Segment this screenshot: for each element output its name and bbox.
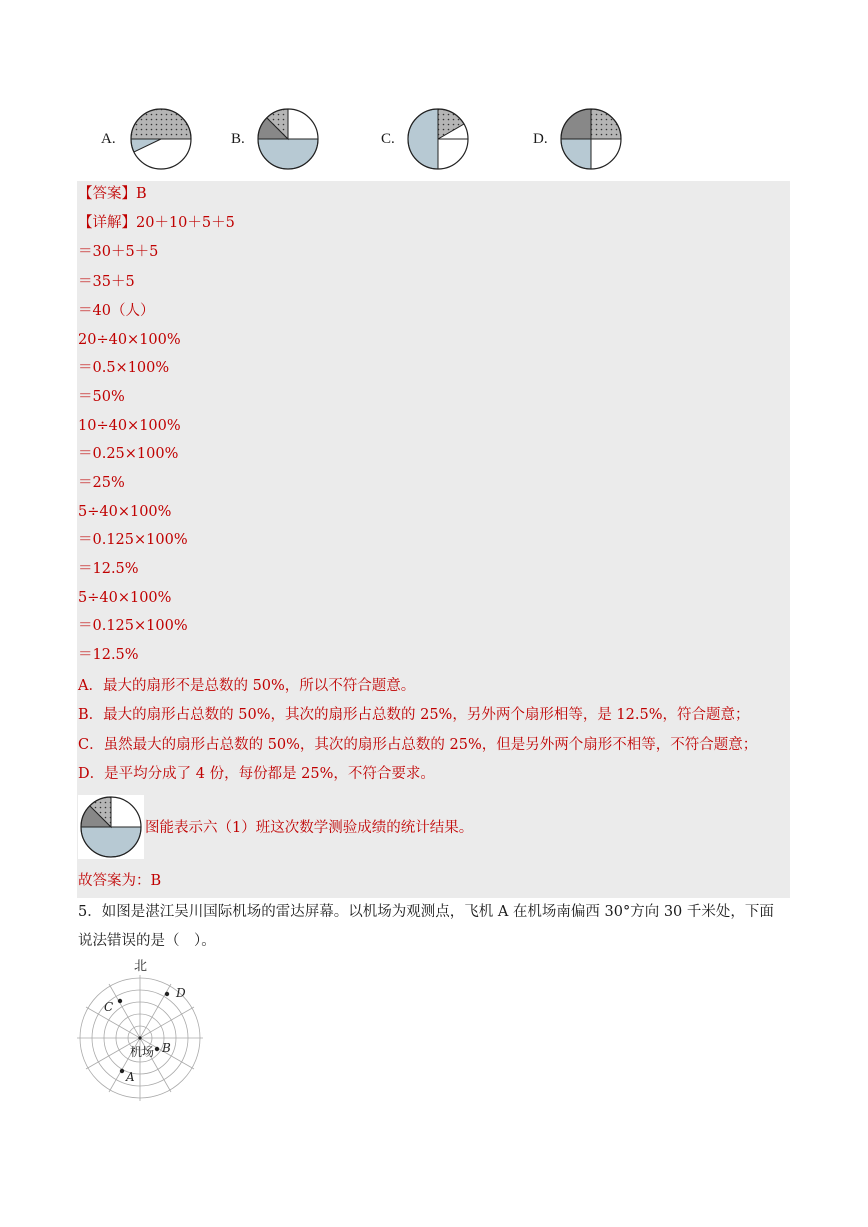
step-line: ＝35＋5 — [78, 274, 135, 290]
option-label-c: C. — [381, 131, 395, 147]
pie-chart-d — [559, 107, 625, 173]
explanation-c: C．虽然最大的扇形占总数的 50%，其次的扇形占总数的 25%，但是另外两个扇形不相等，不符合题意； — [78, 737, 758, 753]
explanation-d: D．是平均分成了 4 份，每份都是 25%，不符合要求。 — [78, 766, 435, 782]
explanation-b: B．最大的扇形占总数的 50%，其次的扇形占总数的 25%，另外两个扇形相等，是 12.5%，符合题意； — [78, 707, 750, 723]
radar-point-b — [155, 1047, 159, 1051]
step-line: ＝0.5×100% — [78, 360, 170, 376]
radar-screen — [70, 953, 220, 1103]
inline-pie-chart — [78, 795, 144, 859]
radar-label-b: B — [162, 1041, 171, 1055]
step-line: ＝25% — [78, 475, 125, 491]
pie-chart-b — [256, 107, 322, 173]
radar-north-label: 北 — [134, 959, 148, 974]
step-line: 5÷40×100% — [78, 590, 172, 606]
step-line: ＝12.5% — [78, 647, 139, 663]
step-line: ＝0.25×100% — [78, 446, 179, 462]
radar-point-c — [118, 999, 122, 1003]
step-line: ＝40（人） — [78, 303, 155, 319]
question-5-line-2: 说法错误的是（ ）。 — [78, 933, 216, 949]
radar-label-a: A — [126, 1070, 135, 1084]
explanation-a: A．最大的扇形不是总数的 50%，所以不符合题意。 — [78, 678, 416, 694]
step-line: ＝0.125×100% — [78, 618, 188, 634]
radar-point-a — [120, 1069, 124, 1073]
step-line: ＝0.125×100% — [78, 532, 188, 548]
radar-center-label: 机场 — [130, 1045, 155, 1059]
inline-pie-frame — [78, 795, 144, 859]
option-label-b: B. — [231, 131, 245, 147]
option-label-a: A. — [101, 131, 116, 147]
detail-line: 【详解】20＋10＋5＋5 — [78, 215, 235, 231]
pie-a-dotted-slice — [131, 109, 191, 139]
final-answer: 故答案为：B — [78, 873, 162, 889]
conclusion-line: 图能表示六（1）班这次数学测验成绩的统计结果。 — [145, 820, 474, 836]
step-line: ＝12.5% — [78, 561, 139, 577]
step-line: ＝30＋5＋5 — [78, 244, 159, 260]
pie-b-blue-slice — [258, 139, 318, 169]
step-line: 10÷40×100% — [78, 418, 181, 434]
option-label-d: D. — [533, 131, 548, 147]
radar-point-d — [165, 992, 169, 996]
radar-label-c: C — [104, 1000, 114, 1014]
step-line: ＝50% — [78, 389, 125, 405]
pie-chart-c — [406, 107, 472, 173]
pie-chart-a — [129, 107, 195, 173]
step-line: 5÷40×100% — [78, 504, 172, 520]
answer-line: 【答案】B — [78, 186, 147, 202]
step-line: 20÷40×100% — [78, 332, 181, 348]
radar-label-d: D — [176, 986, 186, 1000]
radar-center-point — [138, 1036, 141, 1039]
pie-c-blue-slice — [408, 109, 438, 169]
inline-pie-blue-slice — [81, 827, 141, 857]
question-5-line-1: 5．如图是湛江吴川国际机场的雷达屏幕。以机场为观测点，飞机 A 在机场南偏西 30°方向 30 千米处，下面 — [78, 904, 774, 920]
